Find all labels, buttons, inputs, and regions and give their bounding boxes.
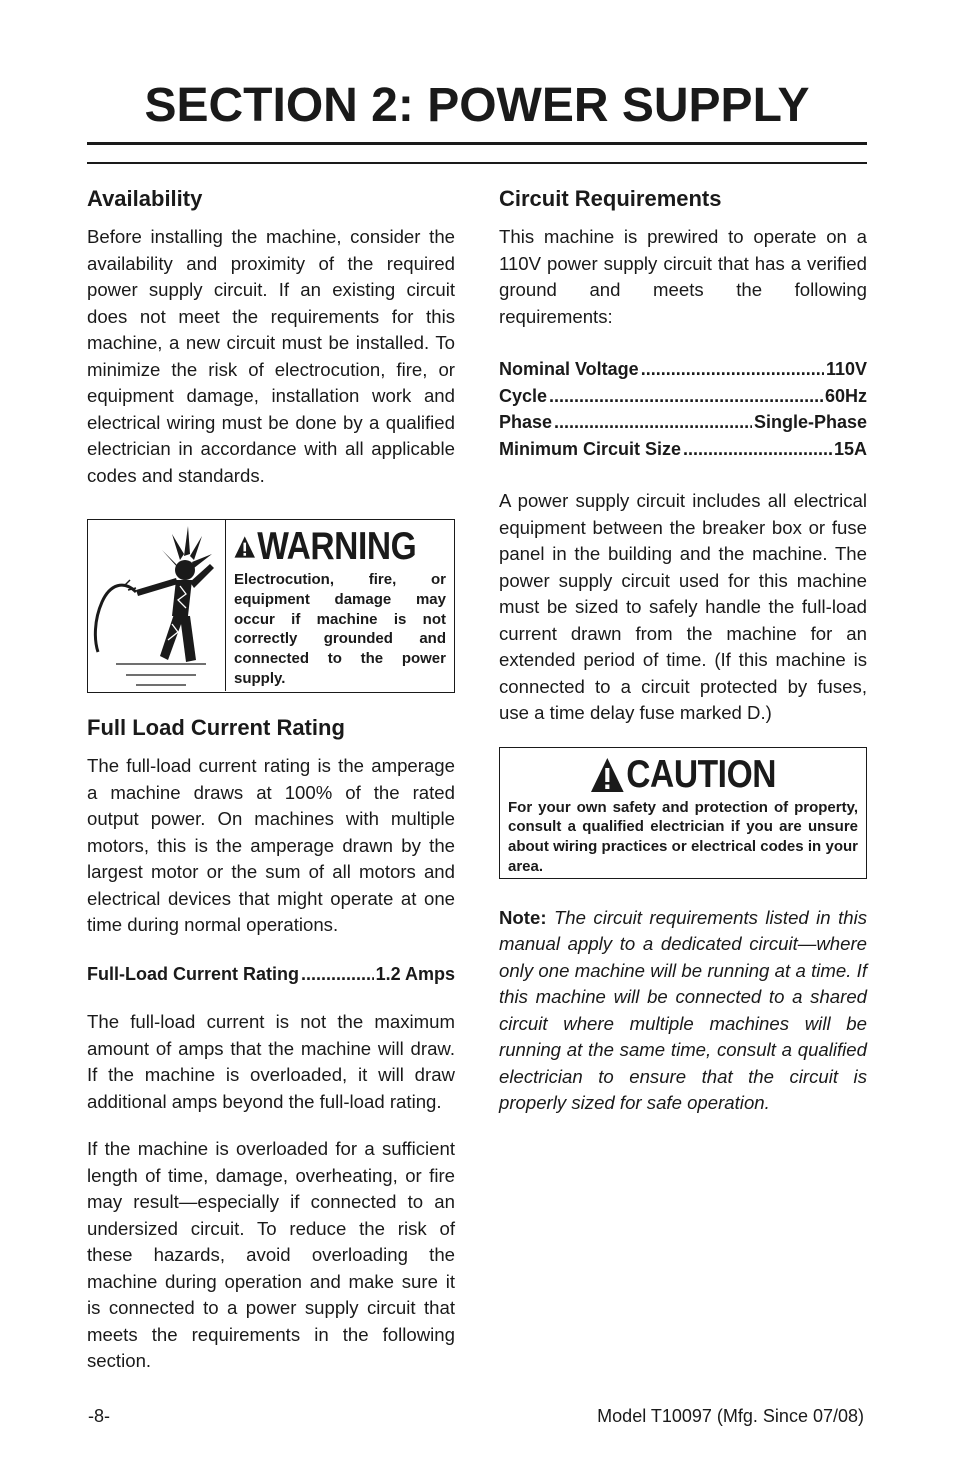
circuit-intro: This machine is prewired to operate on a 110V power supply circuit that has a verified ground and meets the following requirements: (499, 226, 867, 327)
electrocution-hazard-icon (88, 520, 226, 691)
left-column (87, 184, 455, 1375)
warning-content (234, 526, 446, 689)
spec-value: 110V (825, 359, 867, 379)
page-title: SECTION 2: POWER SUPPLY (144, 79, 810, 132)
leader-dots (683, 436, 832, 463)
spec-label: Nominal Voltage (499, 359, 639, 379)
full-load-body-2: The full-load current is not the maximum amount of amps that the machine will draw. If the machine is overloaded, it will draw additional amps beyond the full-load rating. (87, 1011, 455, 1112)
spec-line-voltage (499, 356, 867, 383)
spec-label: Cycle (499, 385, 548, 406)
full-load-spec-value: 1.2 Amps (375, 963, 455, 984)
spec-line-circuit-size (499, 436, 867, 463)
model-info: Model T10097 (Mfg. Since 07/08) (597, 1406, 864, 1426)
leader-dots (301, 961, 374, 988)
full-load-body-3: If the machine is overloaded for a sufficient length of time, damage, overheating, or fire may result—especially if connected to an undersized circuit. To reduce the risk of these hazards, avoid overloading the machine during operation and make sure it is connected to a power supply circuit that meets the requirements in the following section. (87, 1138, 455, 1371)
warning-signal-word (234, 526, 416, 568)
caution-signal-word (590, 754, 776, 796)
spec-value: Single-Phase (753, 412, 867, 432)
alert-triangle-icon (590, 757, 624, 793)
alert-triangle-icon (234, 529, 256, 565)
warning-label: WARNING (257, 525, 417, 568)
page-number: -8- (88, 1406, 110, 1426)
full-load-body-1: The full-load current rating is the amperage a machine draws at 100% of the rated output power. On machines with multiple motors, this is the amperage drawn by the largest motor or the sum of all motors and electrical devices that might operate at one time during normal operations. (87, 755, 455, 935)
leader-dots (549, 383, 823, 410)
note-paragraph (499, 905, 867, 1117)
spec-label: Minimum Circuit Size (499, 438, 682, 459)
note-text: The circuit requirements listed in this manual apply to a dedicated circuit—where only one machine will be running at a time. If this machine will be connected to a shared circuit where multiple machines will be running at the same time, consult a qualified electrician to ensure that the circuit is properly sized for safe operation. (499, 906, 868, 1113)
full-load-spec-label: Full-Load Current Rating (87, 963, 299, 984)
full-load-section (87, 713, 455, 1375)
full-load-spec-line (87, 961, 455, 988)
title-rule-thick (87, 142, 867, 145)
availability-body: Before installing the machine, consider the availability and proximity of the required power supply circuit. If an existing circuit does not meet the requirements for this machine, a new circuit must be installed. To minimize the risk of electrocution, fire, or equipment damage, installation work and electrical wiring must be done by a qualified electrician in accordance with all applicable codes and standards. (87, 226, 455, 486)
availability-heading: Availability (87, 186, 203, 211)
availability-section (87, 184, 455, 489)
title-rule-thin (87, 162, 867, 164)
circuit-spec-list (499, 356, 867, 462)
caution-box (499, 747, 867, 879)
full-load-heading: Full Load Current Rating (87, 715, 345, 740)
spec-line-phase (499, 409, 867, 436)
circuit-body: A power supply circuit includes all electrical equipment between the breaker box or fuse panel in the building and the machine. The power supply circuit used for this machine must be sized to safely handle the full-load current drawn from the machine for an extended period of time. (If this machine is connected to a circuit protected by fuses, use a time delay fuse marked D.) (499, 490, 867, 723)
note-label: Note: (499, 906, 547, 928)
circuit-section (499, 184, 867, 727)
spec-label: Phase (499, 412, 553, 432)
caution-label: CAUTION (626, 752, 776, 796)
spec-value: 60Hz (824, 385, 867, 406)
circuit-heading: Circuit Requirements (499, 186, 722, 211)
warning-box (87, 519, 455, 693)
caution-head (508, 754, 858, 796)
leader-dots (554, 409, 752, 436)
spec-line-cycle (499, 383, 867, 410)
leader-dots (641, 356, 824, 383)
warning-text: Electrocution, fire, or equipment damage may occur if machine is not correctly grounded and connected to the power supply. (234, 571, 446, 687)
caution-text: For your own safety and protection of property, consult a qualified electrician if you are unsure about wiring practices or electrical codes in your area. (508, 798, 858, 875)
right-column (499, 184, 867, 1117)
spec-value: 15A (833, 438, 867, 459)
